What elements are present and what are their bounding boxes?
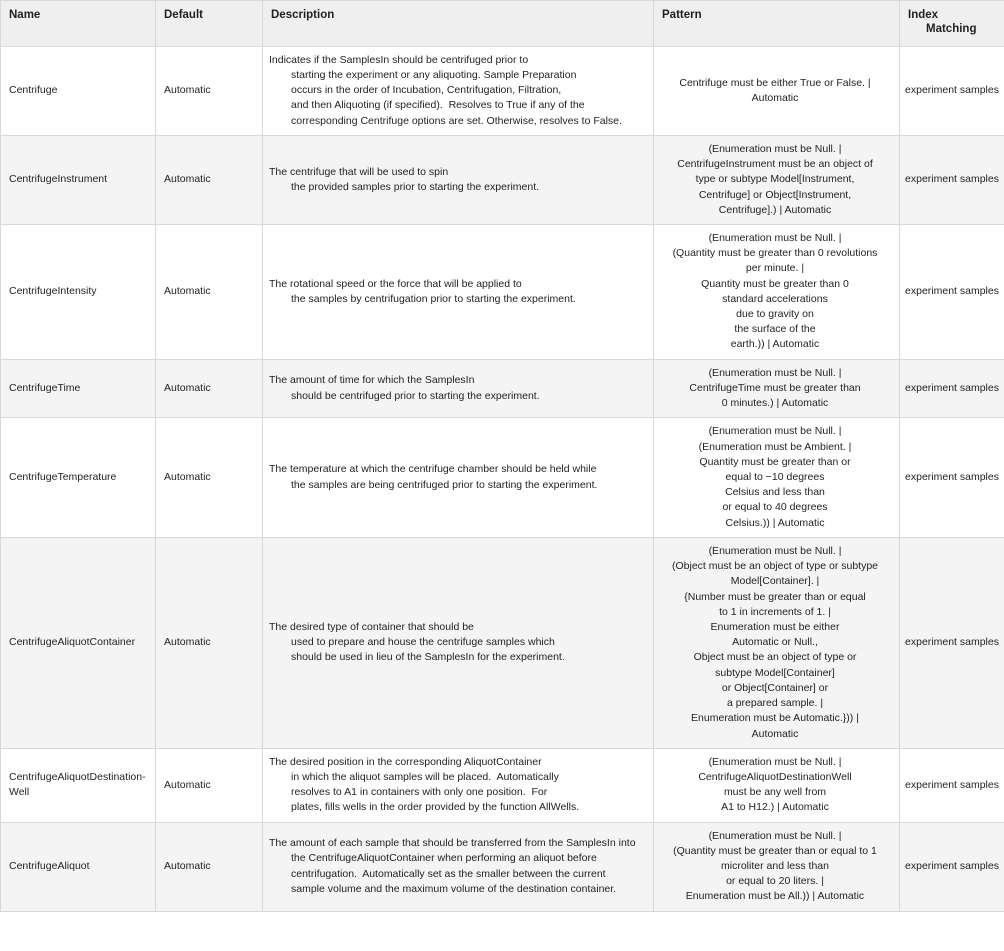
option-pattern-cell — [654, 135, 900, 224]
option-default-cell: Automatic — [156, 224, 263, 359]
description-line: The temperature at which the centrifuge chamber should be held while — [269, 463, 597, 476]
pattern-line: Quantity must be greater than 0 — [701, 277, 849, 290]
index-matching-cell: experiment samples — [900, 748, 1004, 822]
index-matching-cell: experiment samples — [900, 46, 1004, 135]
option-description-cell — [263, 224, 654, 359]
pattern-line: to 1 in increments of 1. | — [719, 605, 831, 618]
description-line: the samples by centrifugation prior to starting the experiment. — [291, 292, 576, 305]
option-pattern-cell — [654, 46, 900, 135]
option-pattern-cell — [654, 224, 900, 359]
option-name-cell: CentrifugeTemperature — [1, 418, 156, 538]
option-default-cell: Automatic — [156, 748, 263, 822]
description-line: resolves to A1 in containers with only one position. For — [291, 786, 548, 799]
option-description-cell — [263, 135, 654, 224]
pattern-line: CentrifugeTime must be greater than — [689, 381, 861, 394]
option-description-cell — [263, 46, 654, 135]
pattern-line: due to gravity on — [736, 308, 814, 321]
description-line: The amount of each sample that should be transferred from the SamplesIn into — [269, 837, 636, 850]
column-header-index-matching — [900, 1, 1004, 47]
pattern-line: Automatic or Null., — [732, 636, 818, 649]
option-name-cell: Centrifuge — [1, 46, 156, 135]
table-row — [1, 224, 1004, 359]
table-row — [1, 135, 1004, 224]
pattern-line: Enumeration must be either — [710, 620, 840, 633]
pattern-line: subtype Model[Container] — [715, 666, 835, 679]
index-matching-cell: experiment samples — [900, 224, 1004, 359]
description-line: the CentrifugeAliquotContainer when performing an aliquot before — [291, 852, 597, 865]
description-line: The desired type of container that should be — [269, 620, 474, 633]
table-header-row — [1, 1, 1004, 47]
option-description-cell — [263, 537, 654, 748]
index-matching-cell: experiment samples — [900, 135, 1004, 224]
pattern-line: per minute. | — [745, 262, 805, 275]
option-name-cell: CentrifugeAliquot — [1, 822, 156, 911]
option-name-cell: CentrifugeAliquotContainer — [1, 537, 156, 748]
pattern-line: CentrifugeAliquotDestinationWell — [698, 770, 852, 783]
pattern-line: or equal to 40 degrees — [722, 501, 828, 514]
option-default-cell: Automatic — [156, 418, 263, 538]
pattern-line: (Enumeration must be Null. | — [708, 142, 842, 155]
column-header-description: Description — [263, 1, 654, 47]
option-description-cell — [263, 822, 654, 911]
option-default-cell: Automatic — [156, 135, 263, 224]
option-pattern-cell — [654, 359, 900, 418]
option-default-cell: Automatic — [156, 359, 263, 418]
pattern-line: (Enumeration must be Null. | — [708, 829, 842, 842]
description-line: and then Aliquoting (if specified). Resolves to True if any of the — [291, 99, 585, 112]
pattern-line: Centrifuge] or Object[Instrument, — [698, 188, 852, 201]
table-row — [1, 822, 1004, 911]
pattern-line: the surface of the — [734, 323, 816, 336]
pattern-line: Object must be an object of type or — [693, 651, 857, 664]
index-matching-cell: experiment samples — [900, 418, 1004, 538]
description-line: The amount of time for which the SamplesIn — [269, 374, 475, 387]
description-line: should be used in lieu of the SamplesIn for the experiment. — [291, 651, 565, 664]
pattern-line: Model[Container]. | — [730, 575, 820, 588]
pattern-line: (Quantity must be greater than or equal to 1 — [673, 844, 877, 857]
pattern-line: (Quantity must be greater than 0 revolutions — [672, 247, 878, 260]
option-description-cell — [263, 418, 654, 538]
table-body — [1, 46, 1004, 911]
pattern-line: a prepared sample. | — [726, 697, 824, 710]
option-description-cell — [263, 748, 654, 822]
option-pattern-cell — [654, 537, 900, 748]
column-header-name: Name — [1, 1, 156, 47]
description-line: the provided samples prior to starting the experiment. — [291, 180, 540, 193]
description-line: Indicates if the SamplesIn should be centrifuged prior to — [269, 53, 529, 66]
description-line: the samples are being centrifuged prior to starting the experiment. — [291, 478, 598, 491]
pattern-line: Celsius.)) | Automatic — [725, 516, 825, 529]
pattern-line: or equal to 20 liters. | — [726, 875, 824, 888]
pattern-line: Centrifuge].) | Automatic — [718, 203, 832, 216]
description-line: The centrifuge that will be used to spin — [269, 165, 449, 178]
option-default-cell: Automatic — [156, 46, 263, 135]
pattern-line: (Enumeration must be Null. | — [708, 544, 842, 557]
pattern-line: Automatic — [751, 727, 799, 740]
pattern-line: CentrifugeInstrument must be an object of — [677, 158, 873, 171]
description-line: in which the aliquot samples will be placed. Automatically — [291, 770, 559, 783]
option-name-cell: CentrifugeIntensity — [1, 224, 156, 359]
description-line: The desired position in the corresponding AliquotContainer — [269, 755, 542, 768]
index-matching-cell: experiment samples — [900, 537, 1004, 748]
index-matching-cell: experiment samples — [900, 822, 1004, 911]
description-line: centrifugation. Automatically set as the smaller between the current — [291, 867, 606, 880]
description-line: starting the experiment or any aliquoting. Sample Preparation — [291, 68, 577, 81]
description-line: occurs in the order of Incubation, Centrifugation, Filtration, — [291, 84, 562, 97]
pattern-line: A1 to H12.) | Automatic — [721, 801, 829, 814]
pattern-line: (Enumeration must be Null. | — [708, 231, 842, 244]
option-pattern-cell — [654, 418, 900, 538]
pattern-line: microliter and less than — [721, 860, 829, 873]
pattern-line: Enumeration must be Automatic.})) | — [691, 712, 859, 725]
option-default-cell: Automatic — [156, 537, 263, 748]
table-header — [1, 1, 1004, 47]
option-default-cell: Automatic — [156, 822, 263, 911]
pattern-line: (Enumeration must be Null. | — [708, 755, 842, 768]
pattern-line: or Object[Container] or — [721, 681, 829, 694]
pattern-line: type or subtype Model[Instrument, — [695, 173, 855, 186]
pattern-line: Automatic — [751, 91, 799, 104]
option-pattern-cell — [654, 748, 900, 822]
table-row — [1, 537, 1004, 748]
pattern-line: (Enumeration must be Null. | — [708, 366, 842, 379]
pattern-line: standard accelerations — [722, 292, 828, 305]
table-row — [1, 418, 1004, 538]
pattern-line: (Object must be an object of type or subtype — [671, 560, 879, 573]
option-name-cell: CentrifugeAliquotDestination-Well — [1, 748, 156, 822]
column-header-index-line1: Index — [908, 9, 939, 21]
column-header-index-line2: Matching — [926, 23, 977, 36]
table-row — [1, 748, 1004, 822]
description-line: plates, fills wells in the order provided by the function AllWells. — [291, 801, 580, 814]
index-matching-cell: experiment samples — [900, 359, 1004, 418]
pattern-line: (Enumeration must be Null. | — [708, 425, 842, 438]
description-line: The rotational speed or the force that will be applied to — [269, 277, 522, 290]
option-name-cell: CentrifugeTime — [1, 359, 156, 418]
description-line: used to prepare and house the centrifuge samples which — [291, 636, 555, 649]
pattern-line: {Number must be greater than or equal — [684, 590, 866, 603]
option-pattern-cell — [654, 822, 900, 911]
pattern-line: must be any well from — [723, 786, 827, 799]
pattern-line: 0 minutes.) | Automatic — [721, 397, 829, 410]
option-name-cell: CentrifugeInstrument — [1, 135, 156, 224]
description-line: corresponding Centrifuge options are set. Otherwise, resolves to False. — [291, 114, 622, 127]
pattern-line: Celsius and less than — [725, 486, 825, 499]
column-header-pattern: Pattern — [654, 1, 900, 47]
pattern-line: earth.)) | Automatic — [730, 338, 820, 351]
table-row — [1, 46, 1004, 135]
table-row — [1, 359, 1004, 418]
pattern-line: Quantity must be greater than or — [699, 455, 851, 468]
column-header-default: Default — [156, 1, 263, 47]
pattern-line: equal to −10 degrees — [725, 471, 825, 483]
description-line: sample volume and the maximum volume of the destination container. — [291, 882, 617, 895]
pattern-line: Enumeration must be All.)) | Automatic — [685, 890, 865, 903]
description-line: should be centrifuged prior to starting the experiment. — [291, 389, 540, 402]
option-description-cell — [263, 359, 654, 418]
pattern-line: Centrifuge must be either True or False. | — [679, 76, 871, 89]
pattern-line: (Enumeration must be Ambient. | — [698, 440, 852, 453]
